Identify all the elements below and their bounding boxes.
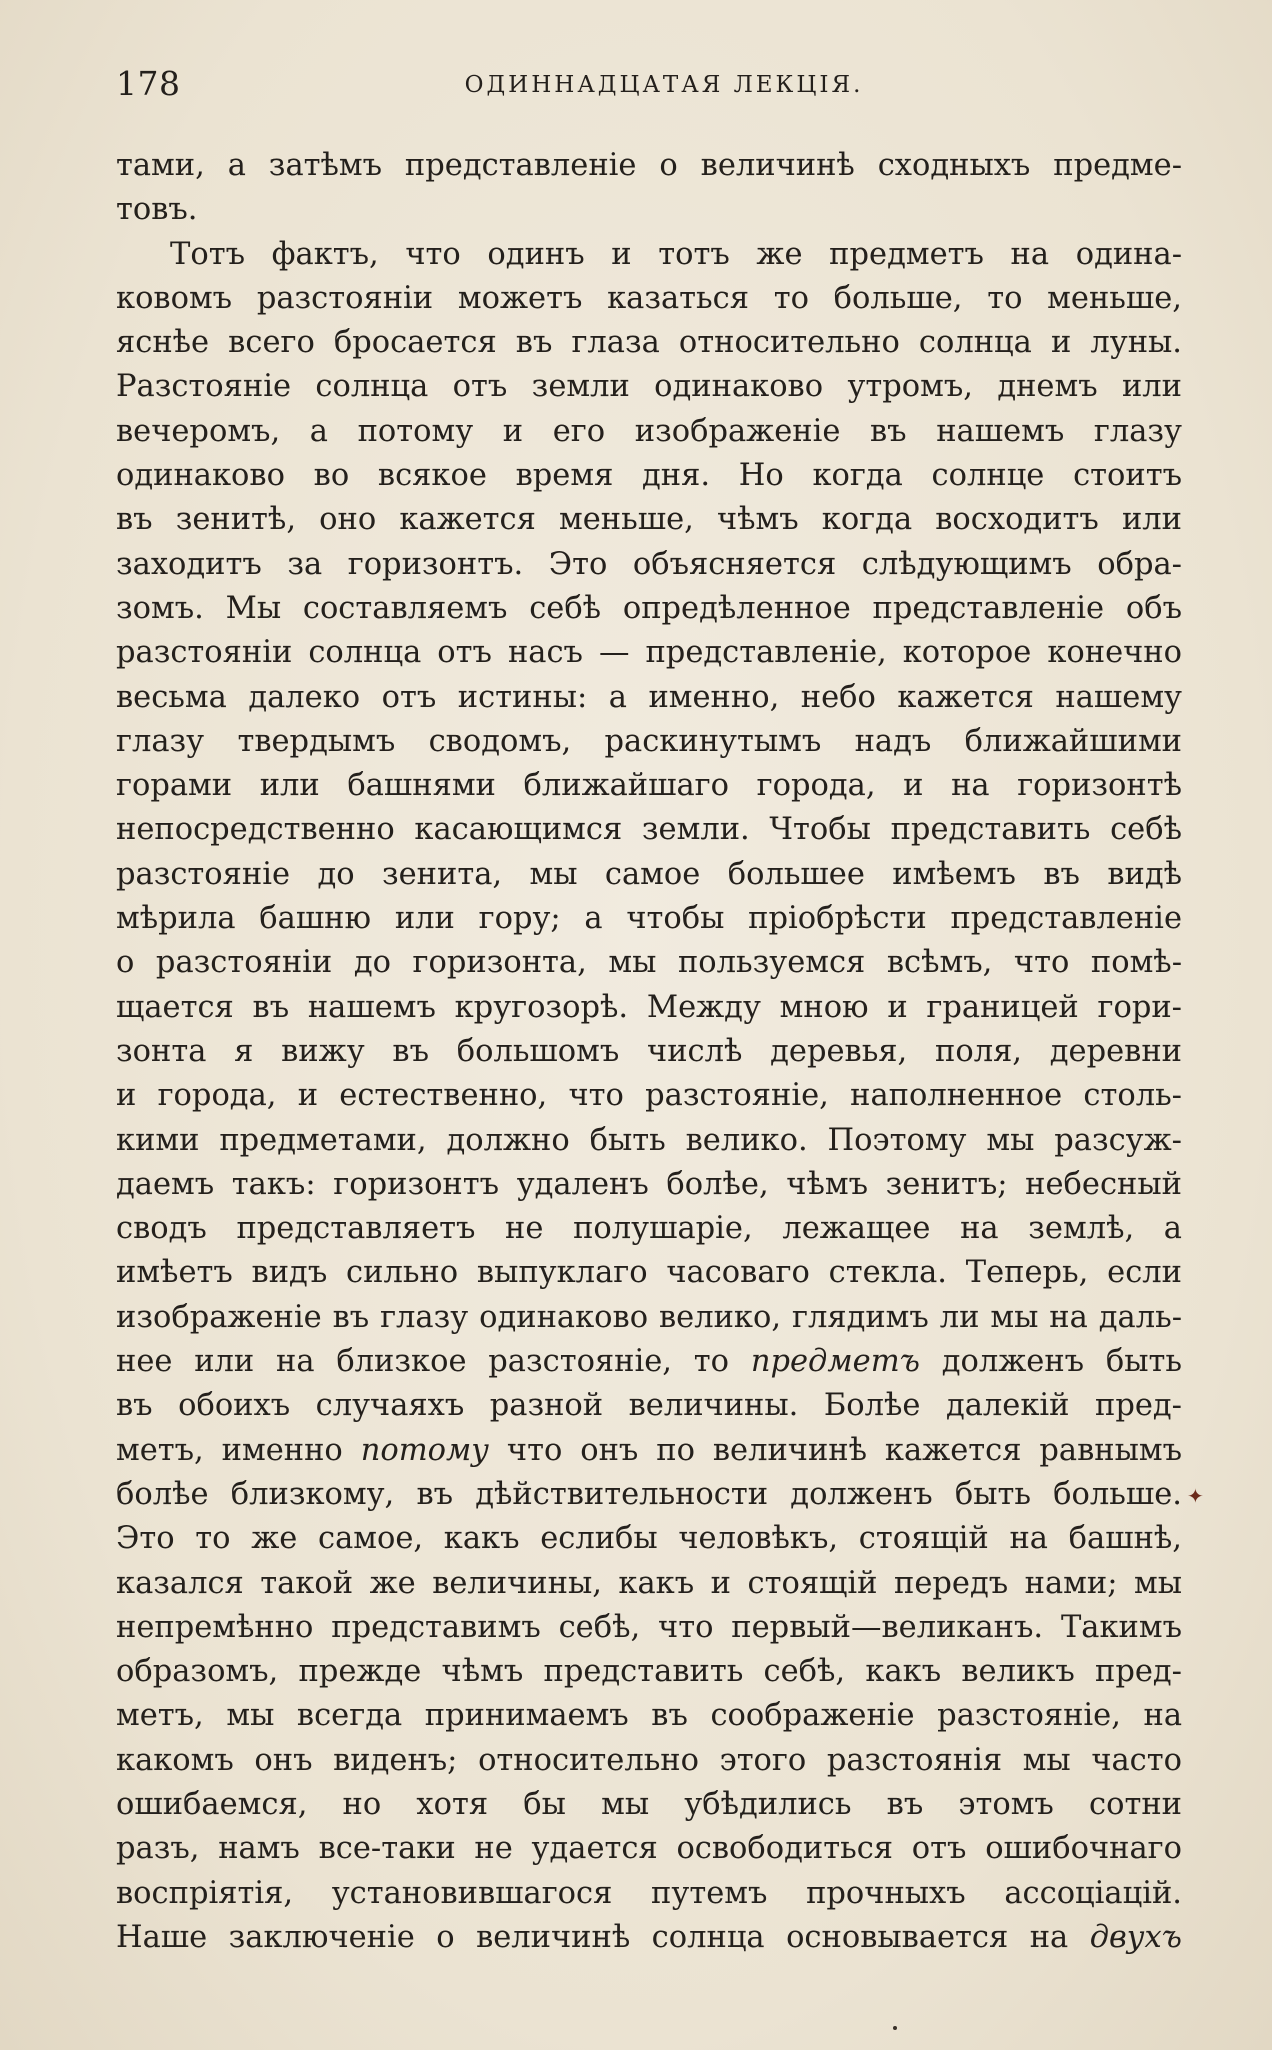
text-line: глазу твердымъ сводомъ, раскинутымъ надъ ближайшими — [116, 723, 1182, 759]
text-line: зомъ. Мы составляемъ себѣ опредѣленное представленіе объ — [116, 590, 1182, 626]
text-line: воспріятія, установившагося путемъ прочныхъ ассоціацій. — [116, 1875, 1182, 1911]
emphasis-text: потому — [360, 1432, 489, 1468]
text-segment: метъ, именно — [116, 1432, 361, 1468]
text-line: кими предметами, должно быть велико. Поэтому мы разсуж- — [116, 1122, 1182, 1158]
text-line: разъ, намъ все-таки не удается освободиться отъ ошибочнаго — [116, 1831, 1182, 1867]
text-line: даемъ такъ: горизонтъ удаленъ болѣе, чѣмъ зенитъ; небесный — [116, 1166, 1182, 1202]
text-line: казался такой же величины, какъ и стоящій передъ нами; мы — [116, 1565, 1182, 1601]
text-line: разстояніи солнца отъ насъ — представленіе, которое конечно — [116, 635, 1182, 671]
text-line: въ зенитѣ, оно кажется меньше, чѣмъ когда восходитъ или — [116, 502, 1182, 538]
margin-mark-icon: ✦ — [1187, 1484, 1204, 1508]
text-line: зонта я вижу въ большомъ числѣ деревья, поля, деревни — [116, 1033, 1182, 1069]
text-line: какомъ онъ виденъ; относительно этого разстоянія мы часто — [116, 1742, 1182, 1778]
page-header — [116, 60, 1172, 104]
emphasis-text: предметъ — [750, 1344, 920, 1380]
text-line: щается въ нашемъ кругозорѣ. Между мною и границей гори- — [116, 989, 1182, 1025]
emphasis-text: двухъ — [1089, 1919, 1182, 1955]
text-line: о разстояніи до горизонта, мы пользуемся всѣмъ, что помѣ- — [116, 945, 1182, 981]
text-line: болѣе близкому, въ дѣйствительности долженъ быть больше. — [116, 1476, 1182, 1512]
text-line: Разстояніе солнца отъ земли одинаково утромъ, днемъ или — [116, 369, 1182, 405]
text-line: сводъ представляетъ не полушаріе, лежащее на землѣ, а — [116, 1211, 1182, 1247]
text-line: горами или башнями ближайшаго города, и на горизонтѣ — [116, 768, 1182, 804]
text-line: и города, и естественно, что разстояніе, наполненное столь- — [116, 1078, 1182, 1114]
text-line: ковомъ разстояніи можетъ казаться то больше, то меньше, — [116, 280, 1182, 316]
running-head: ОДИННАДЦАТАЯ ЛЕКЦІЯ. — [464, 72, 864, 98]
text-line: разстояніе до зенита, мы самое большее имѣемъ въ видѣ — [116, 856, 1182, 892]
text-line: мѣрила башню или гору; а чтобы пріобрѣсти представленіе — [116, 901, 1182, 937]
text-line: тами, а затѣмъ представленіе о величинѣ сходныхъ предме- — [116, 148, 1182, 183]
text-segment: долженъ быть — [919, 1344, 1182, 1380]
text-line: имѣетъ видъ сильно выпуклаго часоваго стекла. Теперь, если — [116, 1255, 1182, 1291]
text-line: заходитъ за горизонтъ. Это объясняется слѣдующимъ обра- — [116, 546, 1182, 582]
text-line: весьма далеко отъ истины: а именно, небо кажется нашему — [116, 679, 1182, 715]
text-segment: что онъ по величинѣ кажется равнымъ — [489, 1432, 1182, 1468]
text-line-with-emphasis — [116, 1916, 1182, 1960]
text-line: непремѣнно представимъ себѣ, что первый—великанъ. Такимъ — [116, 1609, 1182, 1645]
text-line: изображеніе въ глазу одинаково велико, глядимъ ли мы на даль- — [116, 1299, 1182, 1335]
text-line: одинаково во всякое время дня. Но когда солнце стоитъ — [116, 458, 1182, 494]
text-line: въ обоихъ случаяхъ разной величины. Болѣе далекій пред- — [116, 1388, 1182, 1424]
text-line-with-emphasis — [116, 1429, 1182, 1473]
text-line: Это то же самое, какъ еслибы человѣкъ, стоящій на башнѣ, — [116, 1521, 1182, 1557]
text-line-with-emphasis — [116, 1340, 1182, 1384]
text-line: Тотъ фактъ, что одинъ и тотъ же предметъ на одина- — [170, 236, 1182, 272]
text-segment: нее или на близкое разстояніе, то — [116, 1344, 751, 1380]
text-line: метъ, мы всегда принимаемъ въ соображеніе разстояніе, на — [116, 1698, 1182, 1734]
text-line: ошибаемся, но хотя бы мы убѣдились въ этомъ сотни — [116, 1786, 1182, 1822]
text-segment: Наше заключеніе о величинѣ солнца основывается на — [116, 1919, 1090, 1955]
ink-speck-icon — [893, 2026, 897, 2030]
text-line: непосредственно касающимся земли. Чтобы представить себѣ — [116, 812, 1182, 848]
page-number: 178 — [116, 64, 181, 103]
text-line: товъ. — [116, 192, 198, 228]
body-text — [116, 144, 1182, 1960]
text-line: яснѣе всего бросается въ глаза относительно солнца и луны. — [116, 325, 1182, 361]
text-line: вечеромъ, а потому и его изображеніе въ нашемъ глазу — [116, 413, 1182, 449]
text-line: образомъ, прежде чѣмъ представить себѣ, какъ великъ пред- — [116, 1654, 1182, 1690]
